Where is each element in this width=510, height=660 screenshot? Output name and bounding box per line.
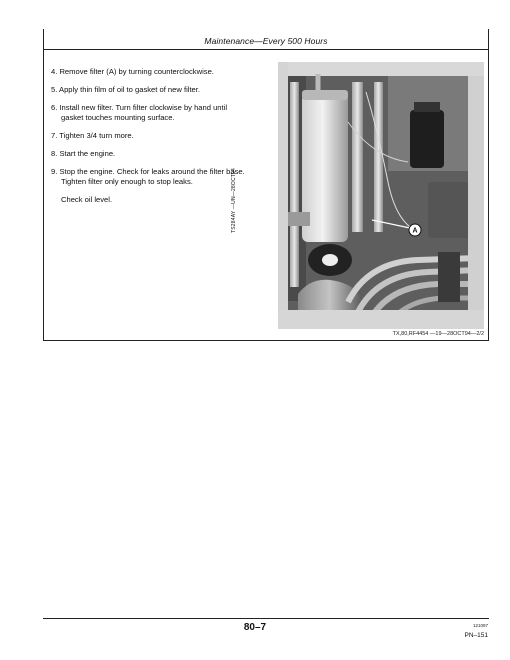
step-9 xyxy=(51,167,281,187)
step-4 xyxy=(51,67,281,77)
step-7 xyxy=(51,131,281,141)
step-6-line-2: gasket touches mounting surface. xyxy=(61,113,175,122)
step-5-line-1: 5. Apply thin film of oil to gasket of new filter. xyxy=(51,85,200,94)
left-pipe xyxy=(290,82,299,287)
step-8-line-1: 8. Start the engine. xyxy=(51,149,116,158)
bracket-plate xyxy=(428,182,474,238)
dark-filter xyxy=(410,110,444,168)
bottom-frame xyxy=(278,310,484,329)
oil-filter-top xyxy=(302,90,348,100)
document-date: 121097 xyxy=(472,623,488,628)
step-9-line-2: Tighten filter only enough to stop leaks. xyxy=(61,177,193,186)
center-pipe-2 xyxy=(374,82,383,232)
step-6 xyxy=(51,103,281,123)
page-header-title: Maintenance—Every 500 Hours xyxy=(204,36,328,46)
step-4-line-1: 4. Remove filter (A) by turning counterclockwise. xyxy=(51,67,214,76)
callout-a-letter: A xyxy=(412,227,418,235)
page-number: 80–7 xyxy=(243,622,267,633)
check-oil-note: Check oil level. xyxy=(61,195,113,204)
filter-clamp xyxy=(288,212,310,226)
step-7-line-1: 7. Tighten 3/4 turn more. xyxy=(51,131,134,140)
right-frame xyxy=(468,76,484,310)
step-6-line-1: 6. Install new filter. Turn filter clockwise by hand until xyxy=(51,103,228,112)
engine-filter-photo-art xyxy=(278,62,484,329)
top-frame xyxy=(278,62,484,76)
step-9-line-1: 9. Stop the engine. Check for leaks around the filter base. xyxy=(51,167,245,176)
photo-id-label: TS284AY —UN—28OCT94 xyxy=(231,167,237,233)
center-pipe xyxy=(352,82,363,232)
step-8 xyxy=(51,149,281,159)
oil-fill-label xyxy=(322,254,338,266)
procedure-steps xyxy=(51,67,281,205)
dark-filter-cap xyxy=(414,102,440,112)
hose-fitting-block xyxy=(438,252,460,302)
step-5 xyxy=(51,85,281,95)
document-code: PN–151 xyxy=(464,632,488,639)
footer-rule xyxy=(43,618,489,619)
engine-filter-photo xyxy=(278,62,484,329)
figure-caption-code: TX,80,RF4454 —19—28OCT94—2/2 xyxy=(392,331,484,337)
header-rule xyxy=(44,49,488,50)
left-frame xyxy=(278,62,288,329)
content-frame xyxy=(43,29,489,341)
